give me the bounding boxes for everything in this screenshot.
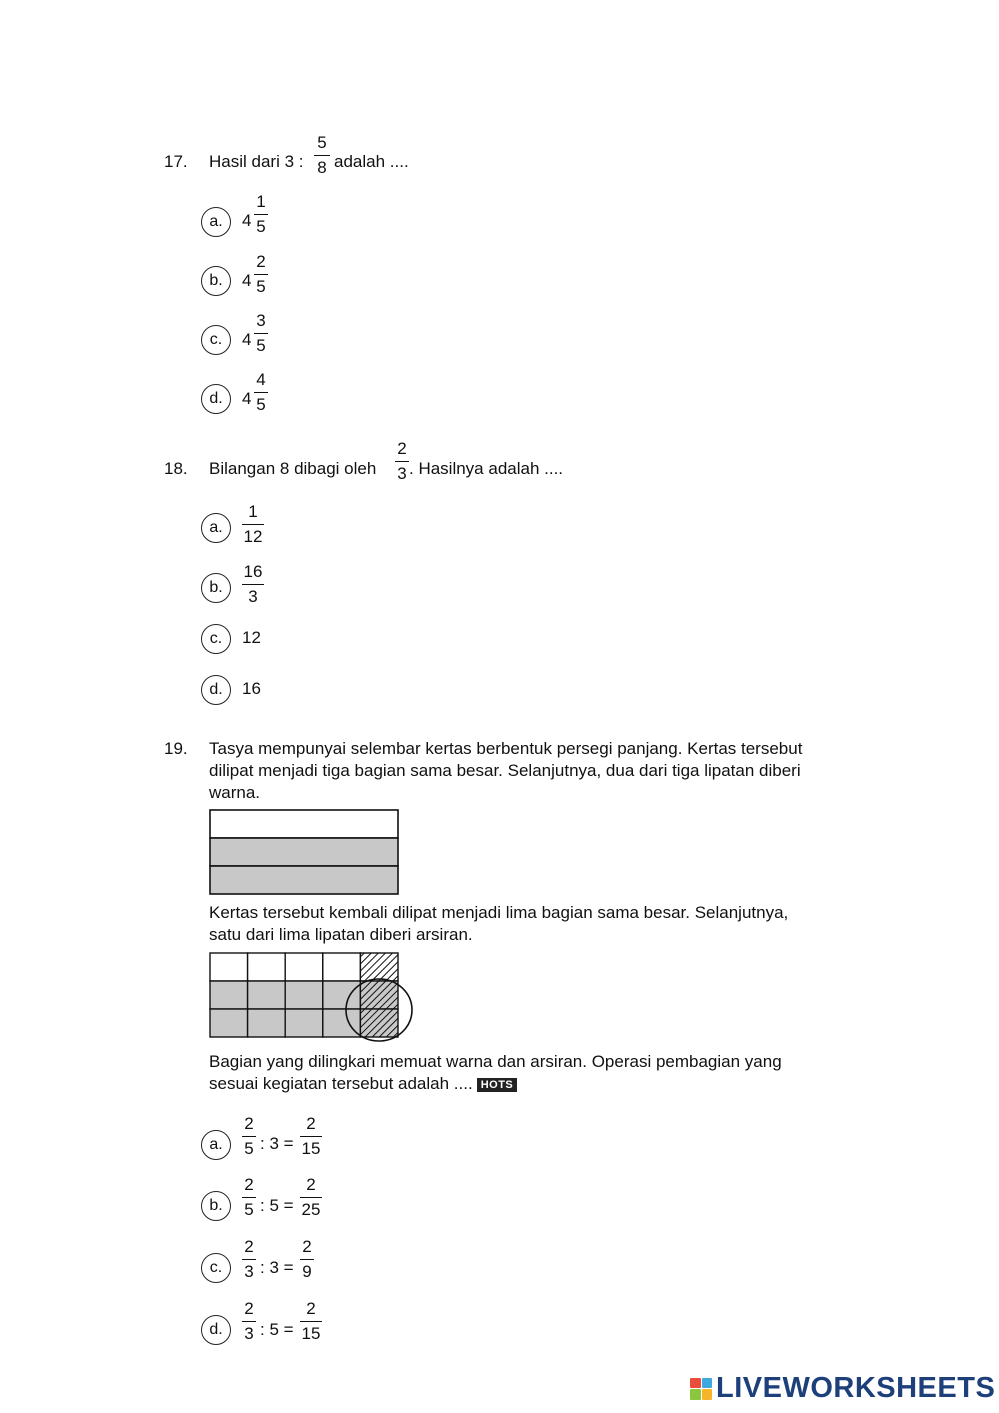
question-number: 18. bbox=[164, 459, 188, 478]
fraction-bar bbox=[395, 461, 409, 462]
grid-cell bbox=[323, 953, 361, 981]
option-letter[interactable]: c. bbox=[201, 325, 231, 355]
fraction bbox=[314, 133, 330, 178]
denominator: 15 bbox=[301, 1139, 321, 1158]
numerator: 2 bbox=[302, 1237, 312, 1256]
question-text-tail: . Hasilnya adalah .... bbox=[409, 459, 564, 478]
fraction-bar bbox=[242, 1259, 256, 1260]
fraction-bar bbox=[242, 1321, 256, 1322]
option-letter[interactable]: a. bbox=[201, 207, 231, 237]
denominator: 9 bbox=[302, 1262, 312, 1281]
option-letter[interactable]: d. bbox=[201, 1315, 231, 1345]
numerator: 2 bbox=[306, 1299, 316, 1318]
shaded-cell bbox=[285, 1009, 323, 1037]
shaded-cell bbox=[210, 1009, 248, 1037]
option-letter[interactable]: a. bbox=[201, 513, 231, 543]
fraction-bar bbox=[300, 1197, 322, 1198]
numerator: 2 bbox=[244, 1114, 254, 1133]
text-line: warna. bbox=[209, 783, 261, 802]
denominator: 5 bbox=[256, 395, 266, 414]
denominator: 5 bbox=[244, 1139, 254, 1158]
whole-number: 4 bbox=[242, 271, 252, 290]
option-letter[interactable]: d. bbox=[201, 384, 231, 414]
shaded-cell bbox=[323, 1009, 361, 1037]
result-fraction bbox=[300, 1237, 314, 1282]
fraction bbox=[242, 1114, 256, 1159]
shaded-band bbox=[210, 838, 398, 866]
numerator: 3 bbox=[256, 311, 266, 330]
option-letter[interactable]: c. bbox=[201, 1253, 231, 1283]
denominator: 3 bbox=[248, 587, 258, 606]
shaded-cell bbox=[210, 981, 248, 1009]
grid-cell bbox=[210, 953, 248, 981]
text-line: Kertas tersebut kembali dilipat menjadi lima bagian sama besar. Selanjutnya, bbox=[209, 903, 789, 922]
denominator: 3 bbox=[397, 464, 407, 483]
fraction-bar bbox=[300, 1136, 322, 1137]
denominator: 3 bbox=[244, 1262, 254, 1281]
option-letter[interactable]: b. bbox=[201, 573, 231, 603]
liveworksheets-logo-icon bbox=[690, 1378, 712, 1400]
numerator: 2 bbox=[244, 1237, 254, 1256]
denominator: 12 bbox=[243, 527, 263, 546]
text-line: Bagian yang dilingkari memuat warna dan arsiran. Operasi pembagian yang bbox=[209, 1052, 782, 1071]
grid-cell bbox=[285, 953, 323, 981]
numerator: 1 bbox=[248, 502, 258, 521]
option-value: 12 bbox=[242, 628, 261, 647]
fraction-bar bbox=[254, 392, 268, 393]
denominator: 3 bbox=[244, 1324, 254, 1343]
shaded-hatched-cell bbox=[360, 1009, 398, 1037]
fraction-bar bbox=[242, 584, 264, 585]
shaded-cell bbox=[285, 981, 323, 1009]
fraction-bar bbox=[254, 333, 268, 334]
fraction-bar bbox=[254, 274, 268, 275]
option-value: 16 bbox=[242, 679, 261, 698]
unshaded-band bbox=[210, 810, 398, 838]
liveworksheets-logo[interactable] bbox=[690, 1372, 995, 1405]
shaded-cell bbox=[323, 981, 361, 1009]
operation: : 3 = bbox=[260, 1134, 294, 1153]
numerator: 2 bbox=[256, 252, 266, 271]
paper-grid-figure bbox=[209, 952, 415, 1042]
text-line: satu dari lima lipatan diberi arsiran. bbox=[209, 925, 473, 944]
option-letter[interactable]: c. bbox=[201, 624, 231, 654]
fraction bbox=[254, 252, 268, 297]
denominator: 25 bbox=[301, 1200, 321, 1219]
fraction bbox=[254, 311, 268, 356]
shaded-hatched-cell bbox=[360, 981, 398, 1009]
operation: : 3 = bbox=[260, 1258, 294, 1277]
numerator: 5 bbox=[317, 133, 327, 152]
question-text: Hasil dari 3 : bbox=[209, 152, 304, 171]
text-line-content: sesuai kegiatan tersebut adalah .... bbox=[209, 1074, 473, 1093]
denominator: 5 bbox=[256, 336, 266, 355]
denominator: 5 bbox=[256, 217, 266, 236]
operation: : 5 = bbox=[260, 1320, 294, 1339]
option-letter[interactable]: b. bbox=[201, 266, 231, 296]
denominator: 5 bbox=[244, 1200, 254, 1219]
fraction-bar bbox=[242, 1197, 256, 1198]
option-letter[interactable]: b. bbox=[201, 1191, 231, 1221]
fraction-bar bbox=[300, 1321, 322, 1322]
shaded-band bbox=[210, 866, 398, 894]
fraction bbox=[395, 439, 409, 484]
fraction bbox=[242, 502, 264, 547]
fraction-bar bbox=[242, 1136, 256, 1137]
shaded-cell bbox=[248, 981, 286, 1009]
fraction bbox=[242, 1237, 256, 1282]
shaded-cell bbox=[248, 1009, 286, 1037]
hots-badge: HOTS bbox=[477, 1078, 518, 1092]
result-fraction bbox=[300, 1299, 322, 1344]
text-line: Tasya mempunyai selembar kertas berbentuk persegi panjang. Kertas tersebut bbox=[209, 739, 803, 758]
question-paragraph-2 bbox=[209, 902, 788, 946]
grid-cells bbox=[210, 953, 398, 1037]
question-paragraph-1 bbox=[209, 738, 802, 804]
logo-text: LIVEWORKSHEETS bbox=[716, 1372, 996, 1404]
text-line bbox=[209, 1073, 782, 1095]
fraction-bar bbox=[300, 1259, 314, 1260]
fraction-bar bbox=[314, 155, 330, 156]
numerator: 2 bbox=[306, 1175, 316, 1194]
hatched-cell bbox=[360, 953, 398, 981]
numerator: 2 bbox=[244, 1299, 254, 1318]
whole-number: 4 bbox=[242, 389, 252, 408]
grid-cell bbox=[248, 953, 286, 981]
question-paragraph-3 bbox=[209, 1051, 782, 1095]
denominator: 8 bbox=[317, 158, 327, 177]
numerator: 16 bbox=[243, 562, 263, 581]
result-fraction bbox=[300, 1175, 322, 1220]
question-text-tail: adalah .... bbox=[334, 152, 409, 171]
denominator: 5 bbox=[256, 277, 266, 296]
fraction-bar bbox=[254, 214, 268, 215]
fraction bbox=[254, 192, 268, 237]
paper-three-folds-figure bbox=[209, 809, 399, 895]
numerator: 1 bbox=[256, 192, 266, 211]
numerator: 2 bbox=[244, 1175, 254, 1194]
fraction-bar bbox=[242, 524, 264, 525]
option-letter[interactable]: d. bbox=[201, 675, 231, 705]
question-number: 19. bbox=[164, 739, 188, 758]
question-number: 17. bbox=[164, 152, 188, 171]
text-line: dilipat menjadi tiga bagian sama besar. Selanjutnya, dua dari tiga lipatan diberi bbox=[209, 761, 801, 780]
whole-number: 4 bbox=[242, 211, 252, 230]
numerator: 2 bbox=[397, 439, 407, 458]
numerator: 2 bbox=[306, 1114, 316, 1133]
denominator: 15 bbox=[301, 1324, 321, 1343]
numerator: 4 bbox=[256, 370, 266, 389]
fraction bbox=[242, 1299, 256, 1344]
fraction bbox=[242, 1175, 256, 1220]
result-fraction bbox=[300, 1114, 322, 1159]
operation: : 5 = bbox=[260, 1196, 294, 1215]
fraction bbox=[254, 370, 268, 415]
fraction bbox=[242, 562, 264, 607]
option-letter[interactable]: a. bbox=[201, 1130, 231, 1160]
whole-number: 4 bbox=[242, 330, 252, 349]
question-text: Bilangan 8 dibagi oleh bbox=[209, 459, 377, 478]
